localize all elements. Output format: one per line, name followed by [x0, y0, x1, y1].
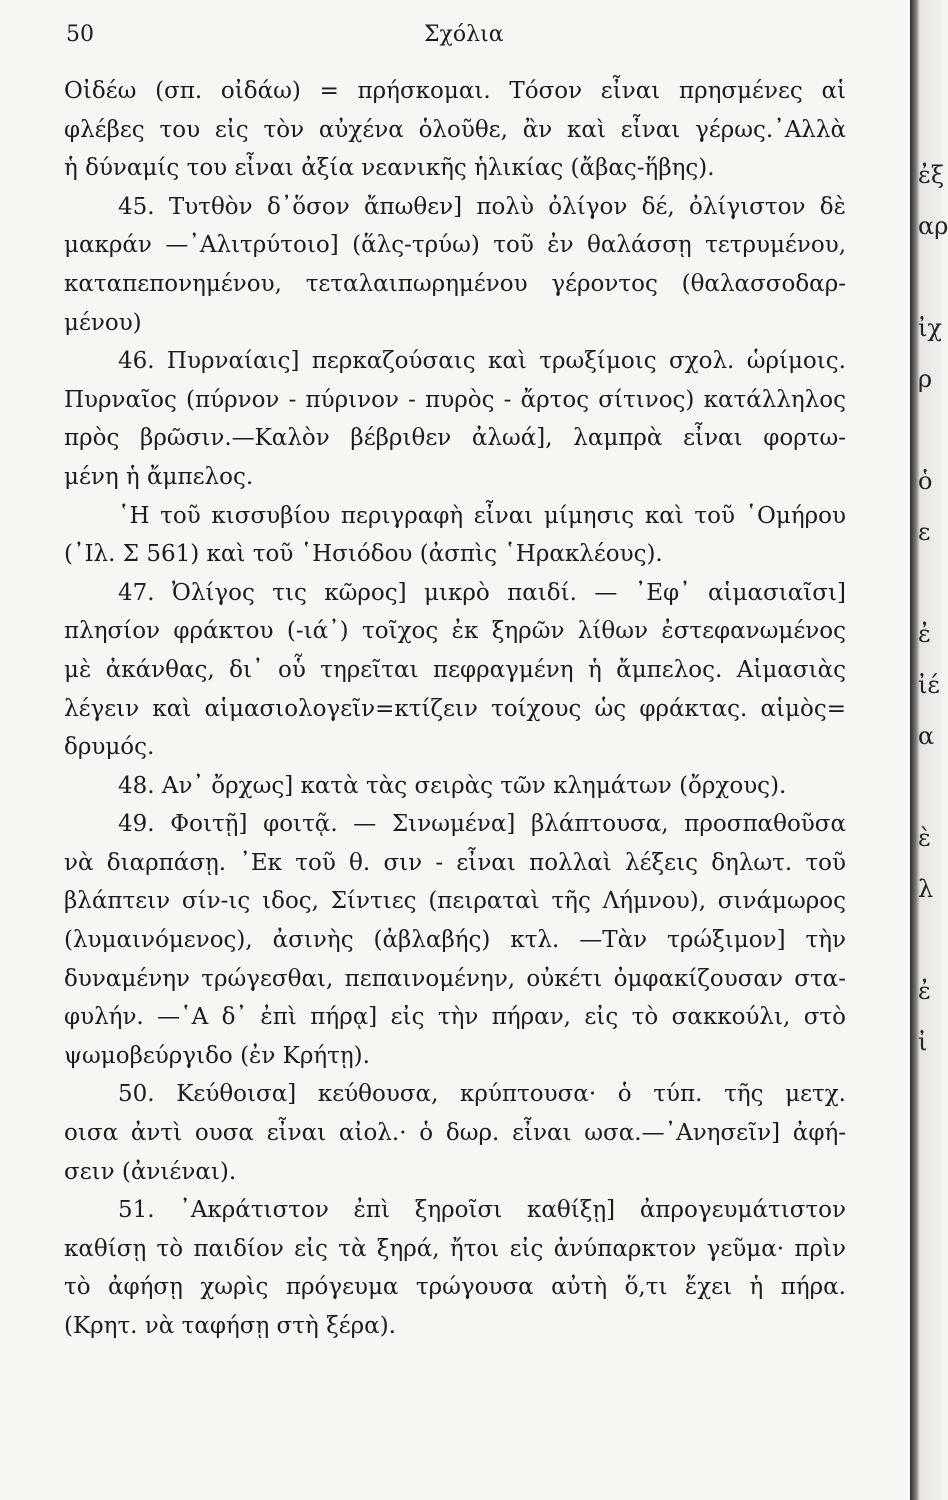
- text-line: μένη ἡ ἄμπελος.: [64, 463, 254, 490]
- text-line: (λυμαινόμενος), ἀσινὴς (ἀβλαβής) κτλ. —Τὰν τρώξιμον] τὴν: [64, 927, 846, 954]
- gutter-fragment: ἰ: [918, 1028, 928, 1056]
- text-line: 51. ᾽Ακράτιστον ἐπὶ ξηροῖσι καθίξῃ] ἀπρογευμάτιστον: [118, 1197, 846, 1224]
- text-line: οισα ἀντὶ ουσα εἶναι αἰολ.· ὁ δωρ. εἶναι ωσα.—᾽Ανησεῖν] ἀφή-: [64, 1120, 846, 1147]
- text-line: νὰ διαρπάσῃ. ᾽Εκ τοῦ θ. σιν - εἶναι πολλαὶ λέξεις δηλωτ. τοῦ: [64, 849, 846, 876]
- gutter-fragment: α: [918, 722, 935, 750]
- text-line: ῾Η τοῦ κισσυβίου περιγραφὴ εἶναι μίμησις καὶ τοῦ ῾Ομήρου: [118, 502, 846, 529]
- text-line: πρὸς βρῶσιν.—Καλὸν βέβριθεν ἀλωά], λαμπρὰ εἶναι φορτω-: [64, 425, 846, 452]
- gutter-fragment: [918, 558, 942, 609]
- text-line: 45. Τυτθὸν δ᾽ὅσον ἄπωθεν] πολὺ ὀλίγον δέ, ὀλίγιστον δὲ: [118, 193, 846, 220]
- text-line: δυναμένην τρώγεσθαι, πεπαινομένην, οὐκέτι ὀμφακίζουσαν στα-: [64, 965, 846, 992]
- gutter-fragment: αρ: [918, 212, 948, 240]
- page-number: 50: [66, 22, 94, 47]
- text-line: 48. Αν᾽ ὄρχως] κατὰ τὰς σειρὰς τῶν κλημάτων (ὄρχους).: [118, 772, 787, 799]
- gutter-fragment: [918, 1170, 942, 1221]
- text-line: πλησίον φράκτου (-ιά᾽) τοῖχος ἐκ ξηρῶν λίθων ἐστεφανωμένος: [64, 618, 846, 645]
- gutter-fragment: λ: [918, 875, 934, 903]
- gutter-fragment: ἐξ: [918, 161, 945, 189]
- text-line: (Κρητ. νὰ ταφήσῃ στὴ ξέρα).: [64, 1313, 396, 1339]
- gutter-fragment: ἐ: [918, 977, 931, 1005]
- text-line: λέγειν καὶ αἱμασιολογεῖν=κτίζειν τοίχους ὡς φράκτας. αἱμὸς=: [64, 695, 846, 722]
- gutter-fragment: [918, 1119, 942, 1170]
- text-line: 47. Ὀλίγος τις κῶρος] μικρὸ παιδί. — ᾽Εφ᾽ αἱμασιαῖσι]: [118, 579, 846, 606]
- text-line: μὲ ἀκάνθας, δι᾽ οὗ τηρεῖται πεφραγμένη ἡ ἄμπελος. Αἱμασιὰς: [64, 656, 846, 683]
- text-line: 50. Κεύθοισα] κεύθουσα, κρύπτουσα· ὁ τύπ. τῆς μετχ.: [118, 1081, 846, 1108]
- text-line: ἡ δύναμίς του εἶναι ἀξία νεανικῆς ἡλικίας (ἄβας-ἥβης).: [64, 155, 715, 182]
- text-line: βλάπτειν σίν-ις ιδος, Σίντιες (πειραταὶ τῆς Λήμνου), σινάμωρος: [64, 888, 846, 915]
- facing-page-fragments: [918, 150, 948, 1221]
- text-line: τὸ ἀφήσῃ χωρὶς πρόγευμα τρώγουσα αὐτὴ ὅ,τι ἔχει ἡ πήρα.: [64, 1274, 846, 1301]
- running-title: Σχόλια: [424, 22, 504, 47]
- text-line: 49. Φοιτῇ] φοιτᾷ. — Σινωμένα] βλάπτουσα, προσπαθοῦσα: [118, 811, 846, 838]
- text-line: 46. Πυρναίαις] περκαζούσαις καὶ τρωξίμοις σχολ. ὡρίμοις.: [118, 348, 846, 375]
- text-line: σειν (ἀνιέναι).: [64, 1158, 237, 1185]
- text-line: φλέβες του εἰς τὸν αὐχένα ὁλοῦθε, ἂν καὶ εἶναι γέρως.᾽Αλλὰ: [64, 116, 846, 143]
- gutter-fragment: [918, 915, 942, 966]
- gutter-fragment: ὁ: [918, 467, 933, 495]
- text-line: Οἰδέω (σπ. οἰδάω) = πρήσκομαι. Τόσον εἶναι πρησμένες αἱ: [64, 78, 846, 104]
- gutter-fragment: [918, 762, 942, 813]
- gutter-fragment: ὲ: [918, 824, 931, 852]
- gutter-fragment: [918, 252, 942, 303]
- text-line: (᾽Ιλ. Σ 561) καὶ τοῦ ῾Ησιόδου (ἀσπὶς ῾Ηρακλέους).: [64, 541, 663, 568]
- gutter-fragment: ἰχ: [918, 314, 942, 342]
- text-line: ψωμοβεύργιδο (ἐν Κρήτῃ).: [64, 1042, 370, 1069]
- text-line: μένου): [64, 309, 142, 336]
- commentary-text: [64, 72, 846, 1346]
- text-line: Πυρναῖος (πύρνον - πύρινον - πυρὸς - ἄρτος σίτινος) κατάλληλος: [64, 386, 846, 413]
- text-line: φυλήν. —῾Α δ᾽ ἐπὶ πήρᾳ] εἰς τὴν πήραν, εἰς τὸ σακκούλι, στὸ: [64, 1004, 846, 1031]
- gutter-fragment: [918, 405, 942, 456]
- text-line: καθίσῃ τὸ παιδίον εἰς τὰ ξηρά, ἤτοι εἰς ἀνύπαρκτον γεῦμα· πρὶν: [64, 1235, 846, 1262]
- gutter-fragment: ἐ: [918, 620, 931, 648]
- gutter-fragment: ρ: [918, 365, 933, 393]
- text-line: μακράν —᾿Αλιτρύτοιο] (ἅλς-τρύω) τοῦ ἐν θαλάσσῃ τετρυμένου,: [64, 232, 846, 259]
- page-header: [66, 22, 866, 56]
- text-line: δρυμός.: [64, 734, 155, 761]
- text-line: καταπεπονημένου, τεταλαιπωρημένου γέροντος (θαλασσοδαρ-: [64, 270, 846, 297]
- gutter-fragment: ε: [918, 518, 931, 546]
- gutter-fragment: ἰέ: [918, 671, 940, 699]
- gutter-fragment: [918, 1068, 942, 1119]
